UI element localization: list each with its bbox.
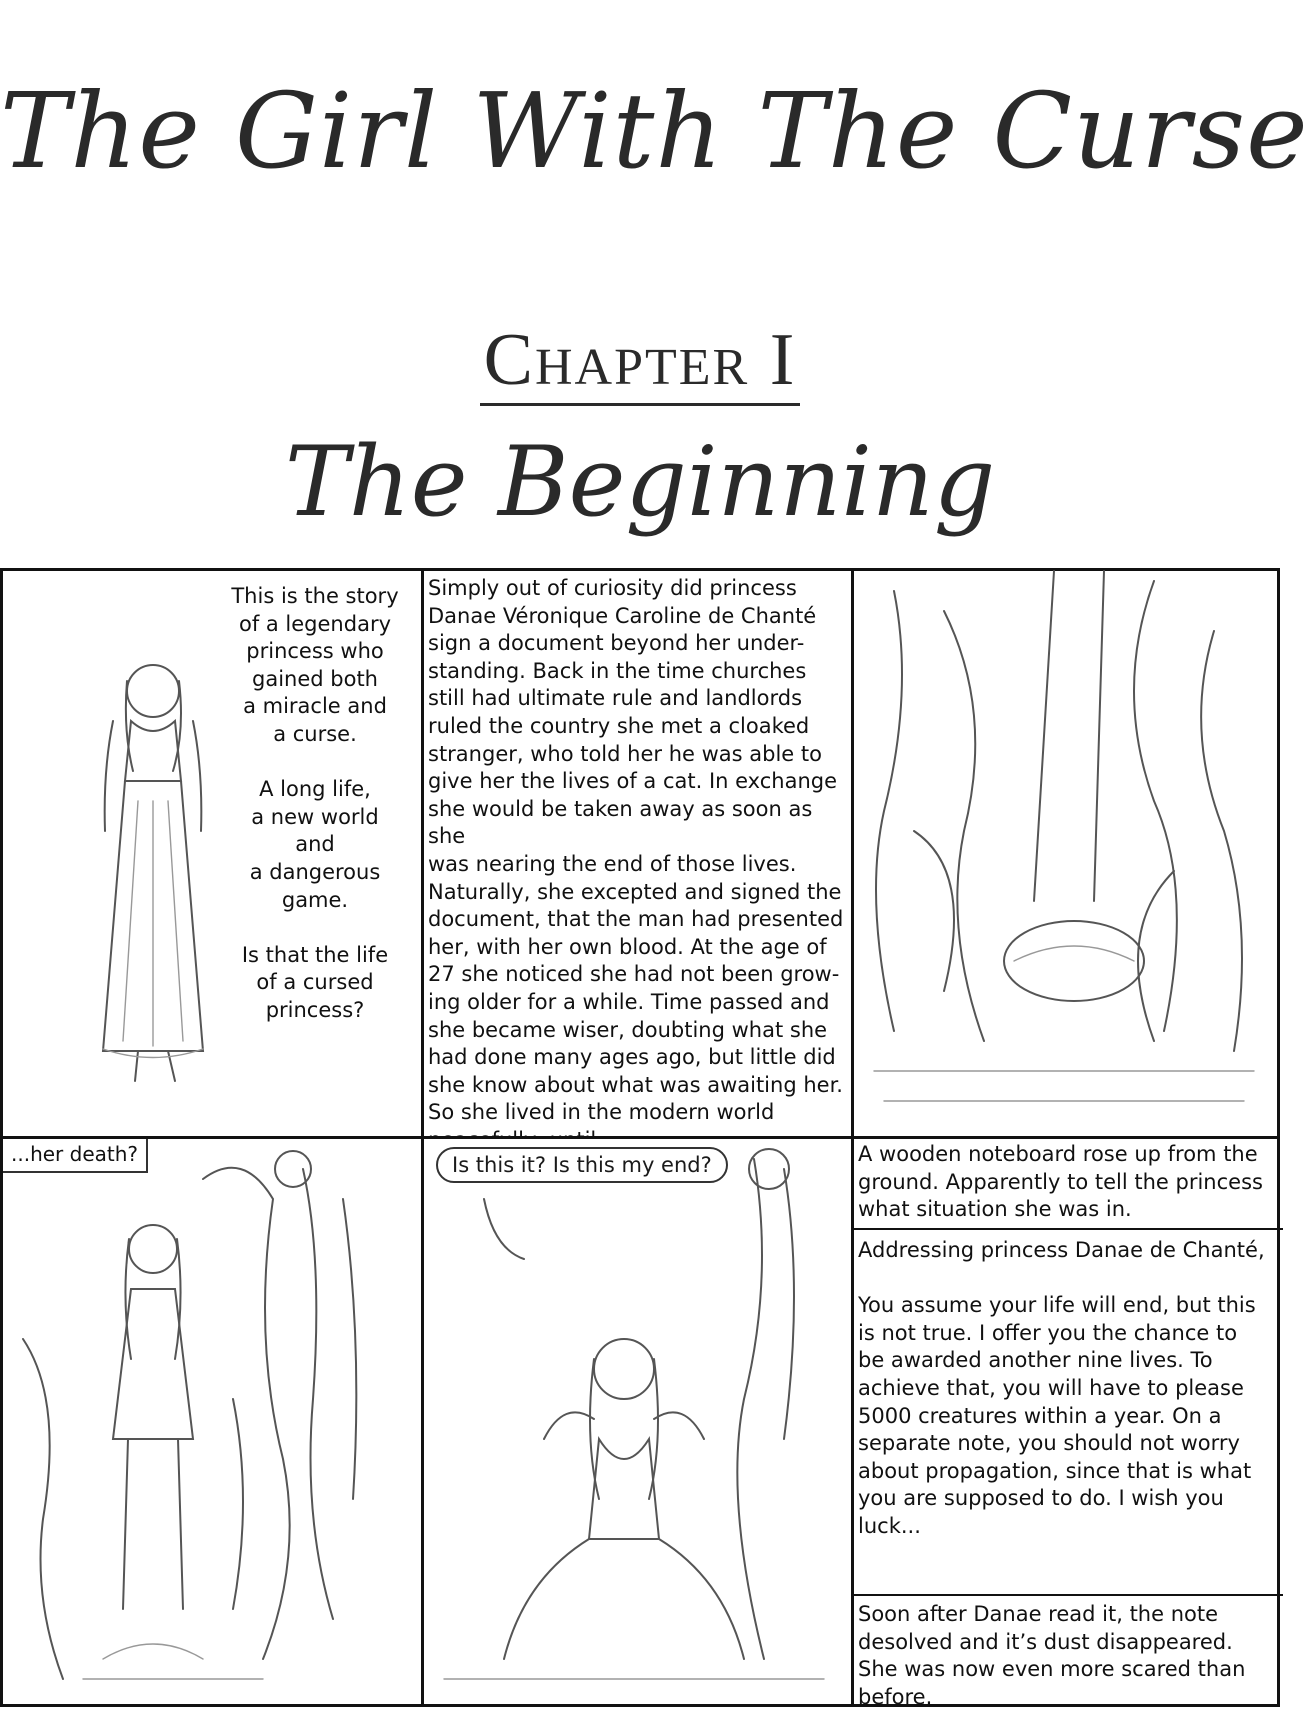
her-death-caption: ...her death? xyxy=(3,1139,148,1173)
princess-restrained-drawing xyxy=(424,1139,851,1704)
caption-divider xyxy=(854,1594,1283,1596)
speech-bubble xyxy=(436,1147,728,1183)
noteboard-message: Addressing princess Danae de Chanté, You assume your life will end, but this is not true. I offer you the chance to be awarded another nine lives. To achieve that, you will have to please 5000 creatures within a year. On a separate note, you should not worry about propagation, since that is what you are supposed to do. I wish you luck... xyxy=(858,1238,1265,1538)
speech-text: Is this it? Is this my end? xyxy=(452,1153,712,1177)
princess-with-plants-drawing xyxy=(3,1139,421,1704)
panel-backstory xyxy=(421,568,854,1139)
noteboard-intro-caption: A wooden noteboard rose up from the ground. Apparently to tell the princess what situation she was in. xyxy=(858,1142,1263,1222)
panel-tentacles-closeup xyxy=(851,568,1280,1139)
chapter-subtitle: The Beginning xyxy=(284,426,996,538)
panel-is-this-my-end xyxy=(421,1136,854,1707)
tentacles-closeup-drawing xyxy=(854,571,1277,1136)
caption-divider xyxy=(854,1228,1283,1230)
intro-caption: This is the story of a legendary princess who gained both a miracle and a curse. A long life, a new world and a dangerous game. Is that the life of a cursed princess? xyxy=(231,584,399,1022)
panel-noteboard xyxy=(851,1136,1280,1707)
noteboard-outro-caption: Soon after Danae read it, the note desolved and it’s dust disappeared. She was now even more scared than before. xyxy=(858,1602,1246,1709)
backstory-caption: Simply out of curiosity did princess Danae Véronique Caroline de Chanté sign a document beyond her under- standing. Back in the time churches still had ultimate rule and landlords ruled the country she met a cloaked stranger, who told her he was able to give her the lives of a cat. In exchange she would be taken away as soon as she was nearing the end of those lives. Naturally, she excepted and signed the document, that the man had presented her, with her own blood. At the age of 27 she noticed she had not been grow- ing older for a while. Time passed and she became wiser, doubting what she had done many ages ago, but little did she know about what was awaiting her. So she lived in the modern world xyxy=(428,576,844,1125)
chapter-heading xyxy=(0,318,1280,403)
chapter-label: Chapter I xyxy=(480,319,801,406)
panel-intro xyxy=(0,568,424,1139)
comic-grid xyxy=(0,568,1280,1707)
panel-her-death xyxy=(0,1136,424,1707)
comic-title: The Girl With The Curse xyxy=(0,70,1309,192)
